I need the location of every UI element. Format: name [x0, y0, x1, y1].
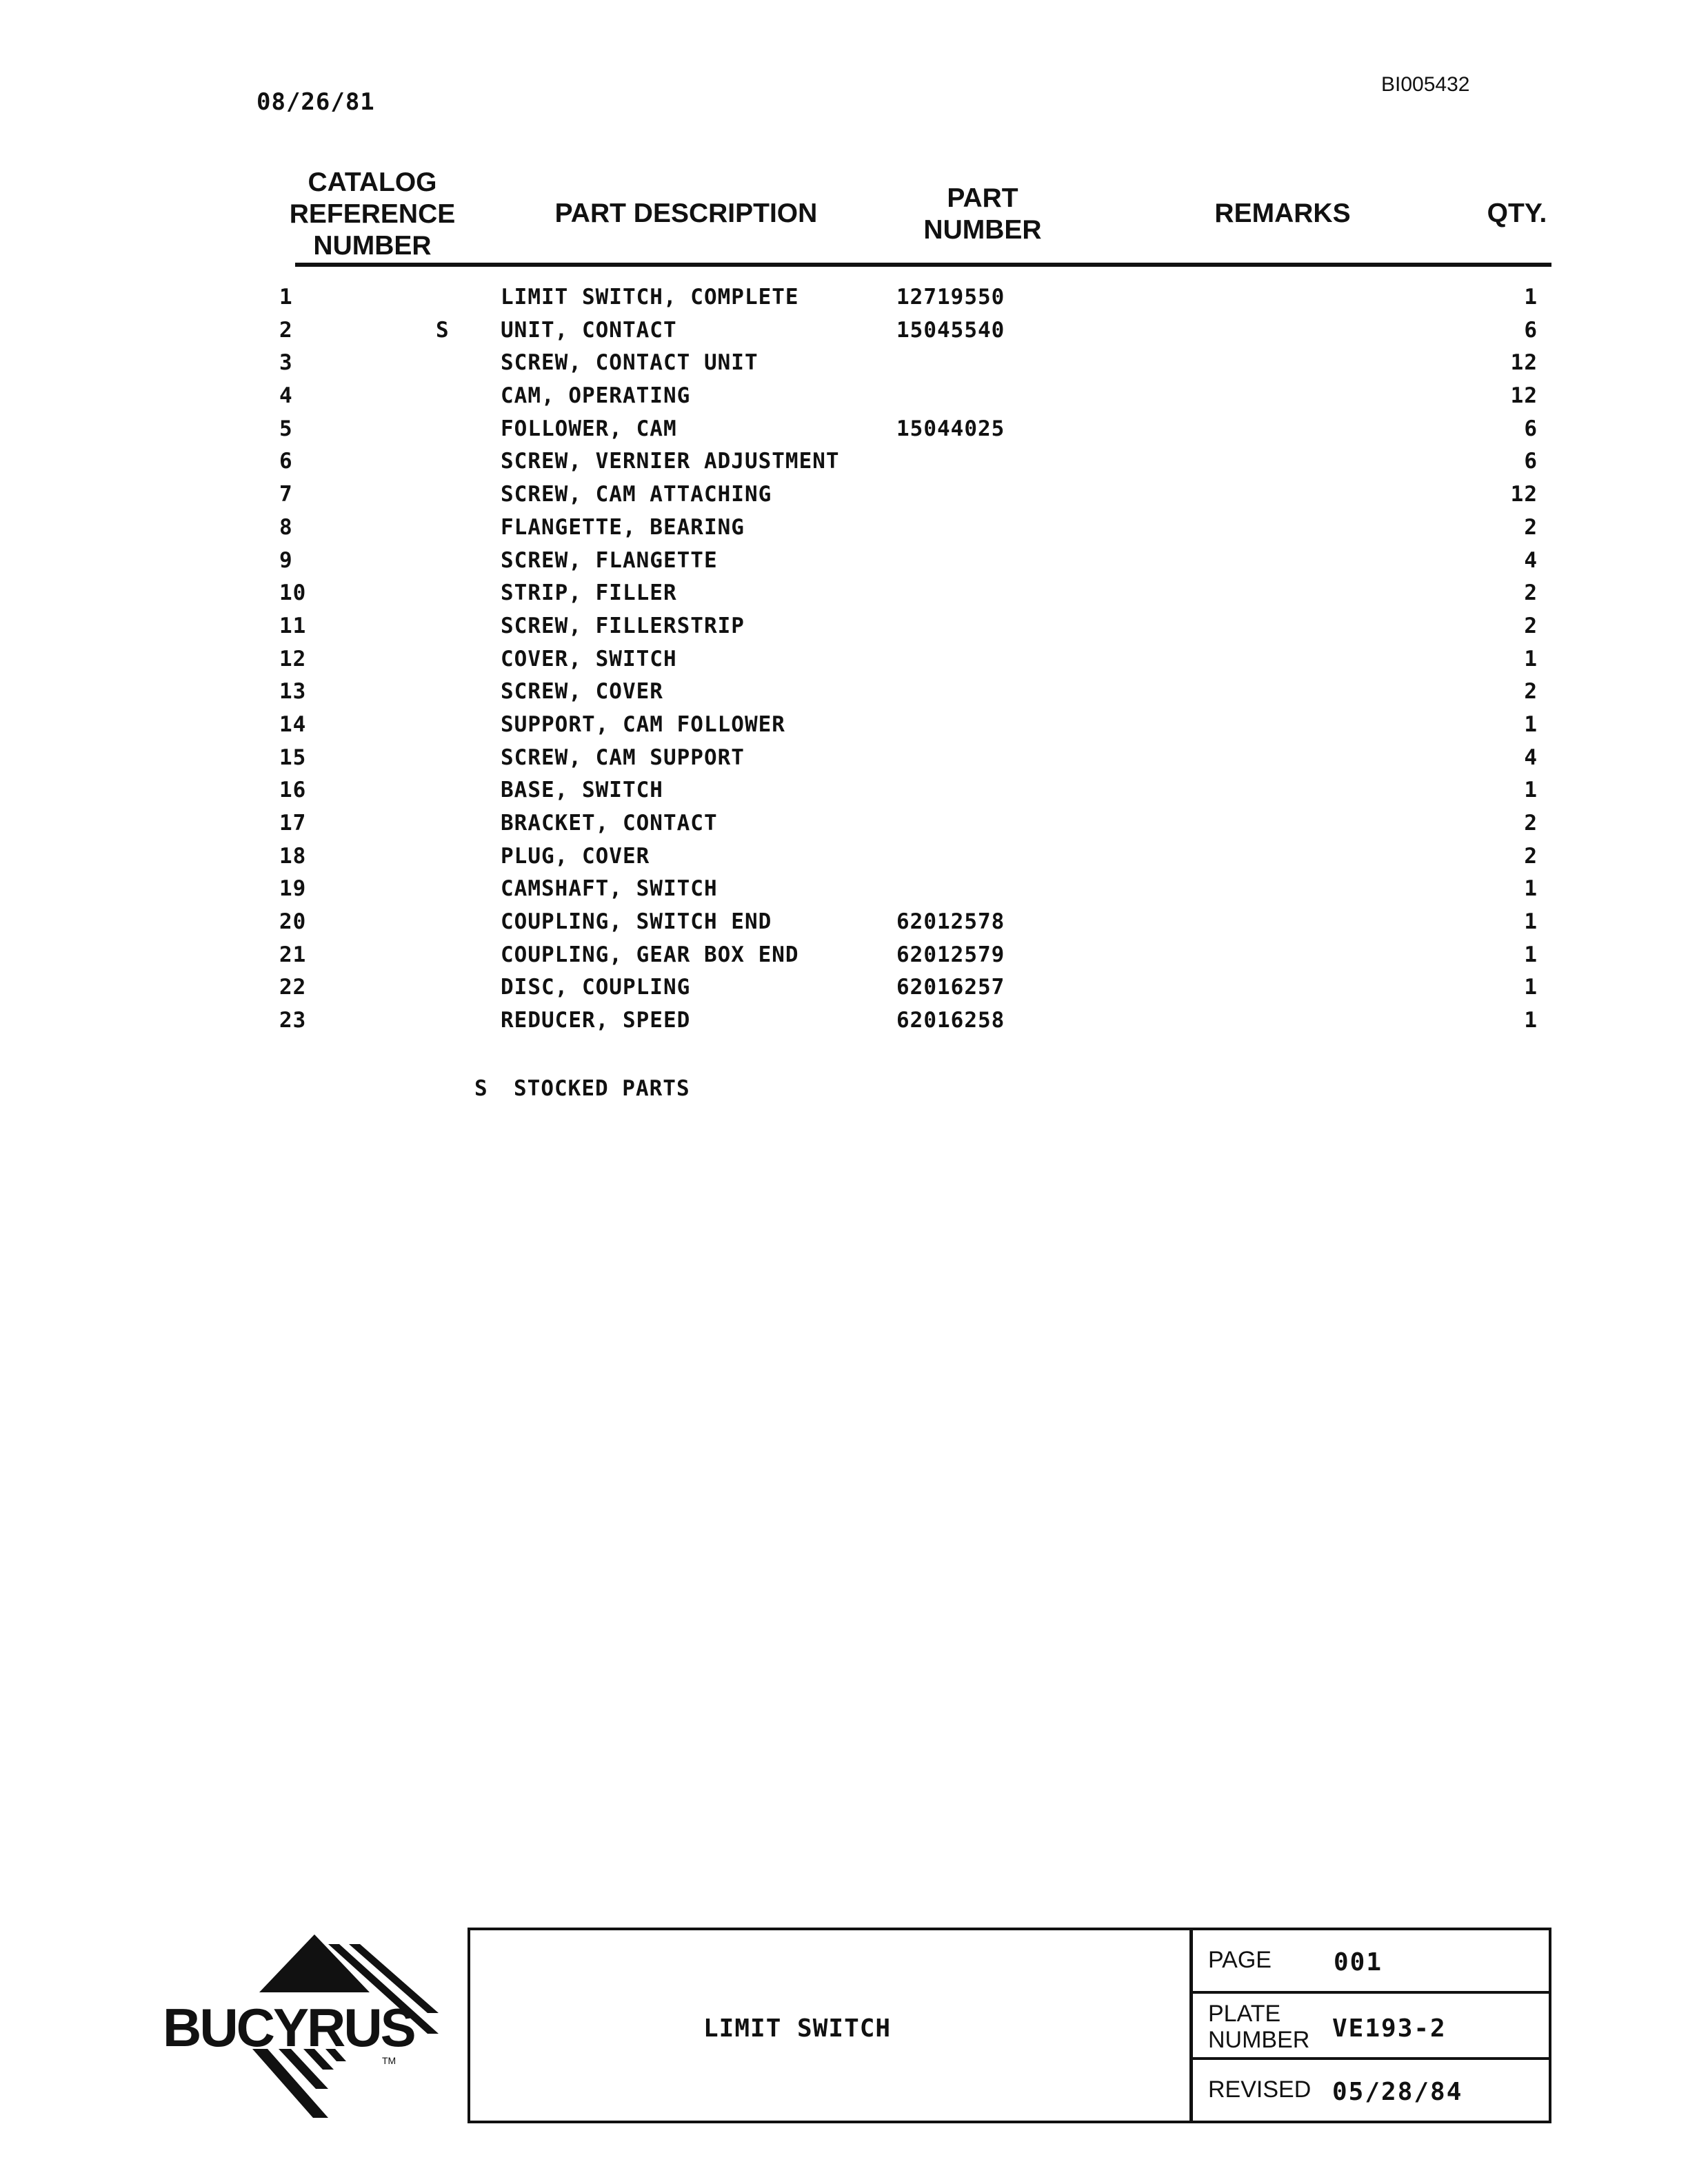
- column-header-description: PART DESCRIPTION: [554, 199, 818, 228]
- column-header-catalog-reference: [283, 167, 462, 262]
- footnote-flag: S: [474, 1076, 488, 1101]
- table-row: [0, 383, 1688, 416]
- part-number-cell: 62012578: [896, 909, 1005, 935]
- description-cell: SCREW, FILLERSTRIP: [501, 613, 745, 638]
- column-header-catalog-line2: REFERENCE: [289, 199, 456, 229]
- stock-flag-cell: S: [436, 317, 450, 343]
- qty-cell: 4: [1524, 745, 1538, 770]
- catalog-ref-cell: 11: [279, 613, 307, 638]
- catalog-ref-cell: 4: [279, 383, 293, 409]
- description-cell: COVER, SWITCH: [501, 646, 677, 671]
- catalog-ref-cell: 10: [279, 580, 307, 606]
- table-row: [0, 712, 1688, 745]
- qty-cell: 1: [1524, 909, 1538, 935]
- catalog-ref-cell: 6: [279, 449, 293, 474]
- qty-cell: 1: [1524, 646, 1538, 671]
- description-cell: STRIP, FILLER: [501, 580, 677, 606]
- catalog-ref-cell: 17: [279, 811, 307, 836]
- description-cell: PLUG, COVER: [501, 843, 650, 869]
- table-row: [0, 318, 1688, 351]
- parts-table: [0, 285, 1688, 1041]
- catalog-ref-cell: 22: [279, 975, 307, 1000]
- catalog-ref-cell: 18: [279, 843, 307, 869]
- qty-cell: 6: [1524, 416, 1538, 441]
- qty-cell: 1: [1524, 975, 1538, 1000]
- part-number-cell: 62016258: [896, 1008, 1005, 1033]
- catalog-ref-cell: 8: [279, 514, 293, 540]
- description-cell: SCREW, CAM ATTACHING: [501, 482, 772, 507]
- catalog-ref-cell: 14: [279, 711, 307, 737]
- part-number-cell: 15045540: [896, 317, 1005, 343]
- qty-cell: 2: [1524, 514, 1538, 540]
- table-row: [0, 745, 1688, 778]
- table-row: [0, 975, 1688, 1008]
- catalog-ref-cell: 2: [279, 317, 293, 343]
- description-cell: SCREW, VERNIER ADJUSTMENT: [501, 449, 840, 474]
- qty-cell: 1: [1524, 711, 1538, 737]
- description-cell: COUPLING, GEAR BOX END: [501, 942, 799, 967]
- qty-cell: 2: [1524, 580, 1538, 606]
- qty-cell: 12: [1510, 482, 1538, 507]
- qty-cell: 1: [1524, 1008, 1538, 1033]
- catalog-ref-cell: 9: [279, 547, 293, 573]
- column-header-part-line1: PART: [947, 183, 1018, 213]
- qty-cell: 1: [1524, 942, 1538, 967]
- catalog-ref-cell: 12: [279, 646, 307, 671]
- description-cell: LIMIT SWITCH, COMPLETE: [501, 285, 799, 310]
- table-row: [0, 778, 1688, 811]
- description-cell: SCREW, CAM SUPPORT: [501, 745, 745, 770]
- catalog-ref-cell: 1: [279, 285, 293, 310]
- catalog-ref-cell: 20: [279, 909, 307, 935]
- page-value: 001: [1334, 1948, 1383, 1976]
- description-cell: REDUCER, SPEED: [501, 1008, 691, 1033]
- catalog-ref-cell: 15: [279, 745, 307, 770]
- catalog-ref-cell: 13: [279, 679, 307, 705]
- catalog-ref-cell: 19: [279, 876, 307, 902]
- table-row: [0, 1008, 1688, 1041]
- description-cell: DISC, COUPLING: [501, 975, 691, 1000]
- description-cell: SCREW, COVER: [501, 679, 663, 705]
- table-row: [0, 580, 1688, 614]
- catalog-ref-cell: 23: [279, 1008, 307, 1033]
- part-number-cell: 62016257: [896, 975, 1005, 1000]
- description-cell: SUPPORT, CAM FOLLOWER: [501, 711, 785, 737]
- description-cell: CAM, OPERATING: [501, 383, 691, 409]
- title-block-rule-2: [1189, 2057, 1551, 2060]
- table-row: [0, 285, 1688, 318]
- revised-value: 05/28/84: [1332, 2078, 1463, 2106]
- description-cell: UNIT, CONTACT: [501, 317, 677, 343]
- footnote-label: STOCKED PARTS: [514, 1076, 690, 1101]
- qty-cell: 4: [1524, 547, 1538, 573]
- column-header-qty: QTY.: [1487, 199, 1547, 228]
- description-cell: CAMSHAFT, SWITCH: [501, 876, 718, 902]
- table-row: [0, 449, 1688, 482]
- description-cell: SCREW, CONTACT UNIT: [501, 350, 758, 376]
- column-header-catalog-line1: CATALOG: [308, 168, 437, 197]
- table-row: [0, 482, 1688, 515]
- part-number-cell: 15044025: [896, 416, 1005, 441]
- column-header-part-number: [890, 183, 1076, 246]
- qty-cell: 1: [1524, 778, 1538, 803]
- qty-cell: 12: [1510, 350, 1538, 376]
- table-row: [0, 515, 1688, 548]
- table-row: [0, 416, 1688, 449]
- revised-label: REVISED: [1208, 2076, 1312, 2103]
- table-row: [0, 679, 1688, 712]
- table-row: [0, 909, 1688, 942]
- table-row: [0, 614, 1688, 647]
- catalog-ref-cell: 21: [279, 942, 307, 967]
- table-row: [0, 811, 1688, 844]
- logo-trademark: TM: [382, 2055, 396, 2066]
- table-row: [0, 548, 1688, 581]
- column-header-part-line2: NUMBER: [923, 215, 1042, 245]
- qty-cell: 2: [1524, 613, 1538, 638]
- table-row: [0, 647, 1688, 680]
- qty-cell: 12: [1510, 383, 1538, 409]
- plate-number-value: VE193-2: [1332, 2014, 1447, 2043]
- qty-cell: 1: [1524, 876, 1538, 902]
- title-block-rule-1: [1189, 1991, 1551, 1994]
- qty-cell: 6: [1524, 449, 1538, 474]
- catalog-ref-cell: 3: [279, 350, 293, 376]
- qty-cell: 1: [1524, 285, 1538, 310]
- column-header-catalog-line3: NUMBER: [313, 231, 432, 261]
- title-block-divider: [1189, 1928, 1193, 2123]
- description-cell: FOLLOWER, CAM: [501, 416, 677, 441]
- qty-cell: 2: [1524, 679, 1538, 705]
- document-id: BI005432: [1381, 73, 1470, 96]
- logo-wordmark: BUCYRUS: [163, 1997, 414, 2058]
- part-number-cell: 12719550: [896, 285, 1005, 310]
- description-cell: COUPLING, SWITCH END: [501, 909, 772, 935]
- catalog-ref-cell: 16: [279, 778, 307, 803]
- catalog-ref-cell: 7: [279, 482, 293, 507]
- drawing-title: LIMIT SWITCH: [703, 2014, 892, 2043]
- description-cell: BASE, SWITCH: [501, 778, 663, 803]
- page-label: PAGE: [1208, 1947, 1272, 1973]
- description-cell: FLANGETTE, BEARING: [501, 514, 745, 540]
- part-number-cell: 62012579: [896, 942, 1005, 967]
- plate-label-line1: PLATE: [1208, 2001, 1281, 2027]
- qty-cell: 2: [1524, 811, 1538, 836]
- table-row: [0, 844, 1688, 877]
- catalog-ref-cell: 5: [279, 416, 293, 441]
- column-header-remarks: REMARKS: [1214, 199, 1351, 228]
- table-row: [0, 942, 1688, 975]
- table-row: [0, 876, 1688, 909]
- table-row: [0, 350, 1688, 383]
- header-rule: [295, 263, 1551, 267]
- plate-number-label: [1208, 2001, 1309, 2053]
- qty-cell: 6: [1524, 317, 1538, 343]
- qty-cell: 2: [1524, 843, 1538, 869]
- plate-label-line2: NUMBER: [1208, 2027, 1310, 2053]
- print-date: 08/26/81: [257, 88, 375, 116]
- description-cell: BRACKET, CONTACT: [501, 811, 718, 836]
- description-cell: SCREW, FLANGETTE: [501, 547, 718, 573]
